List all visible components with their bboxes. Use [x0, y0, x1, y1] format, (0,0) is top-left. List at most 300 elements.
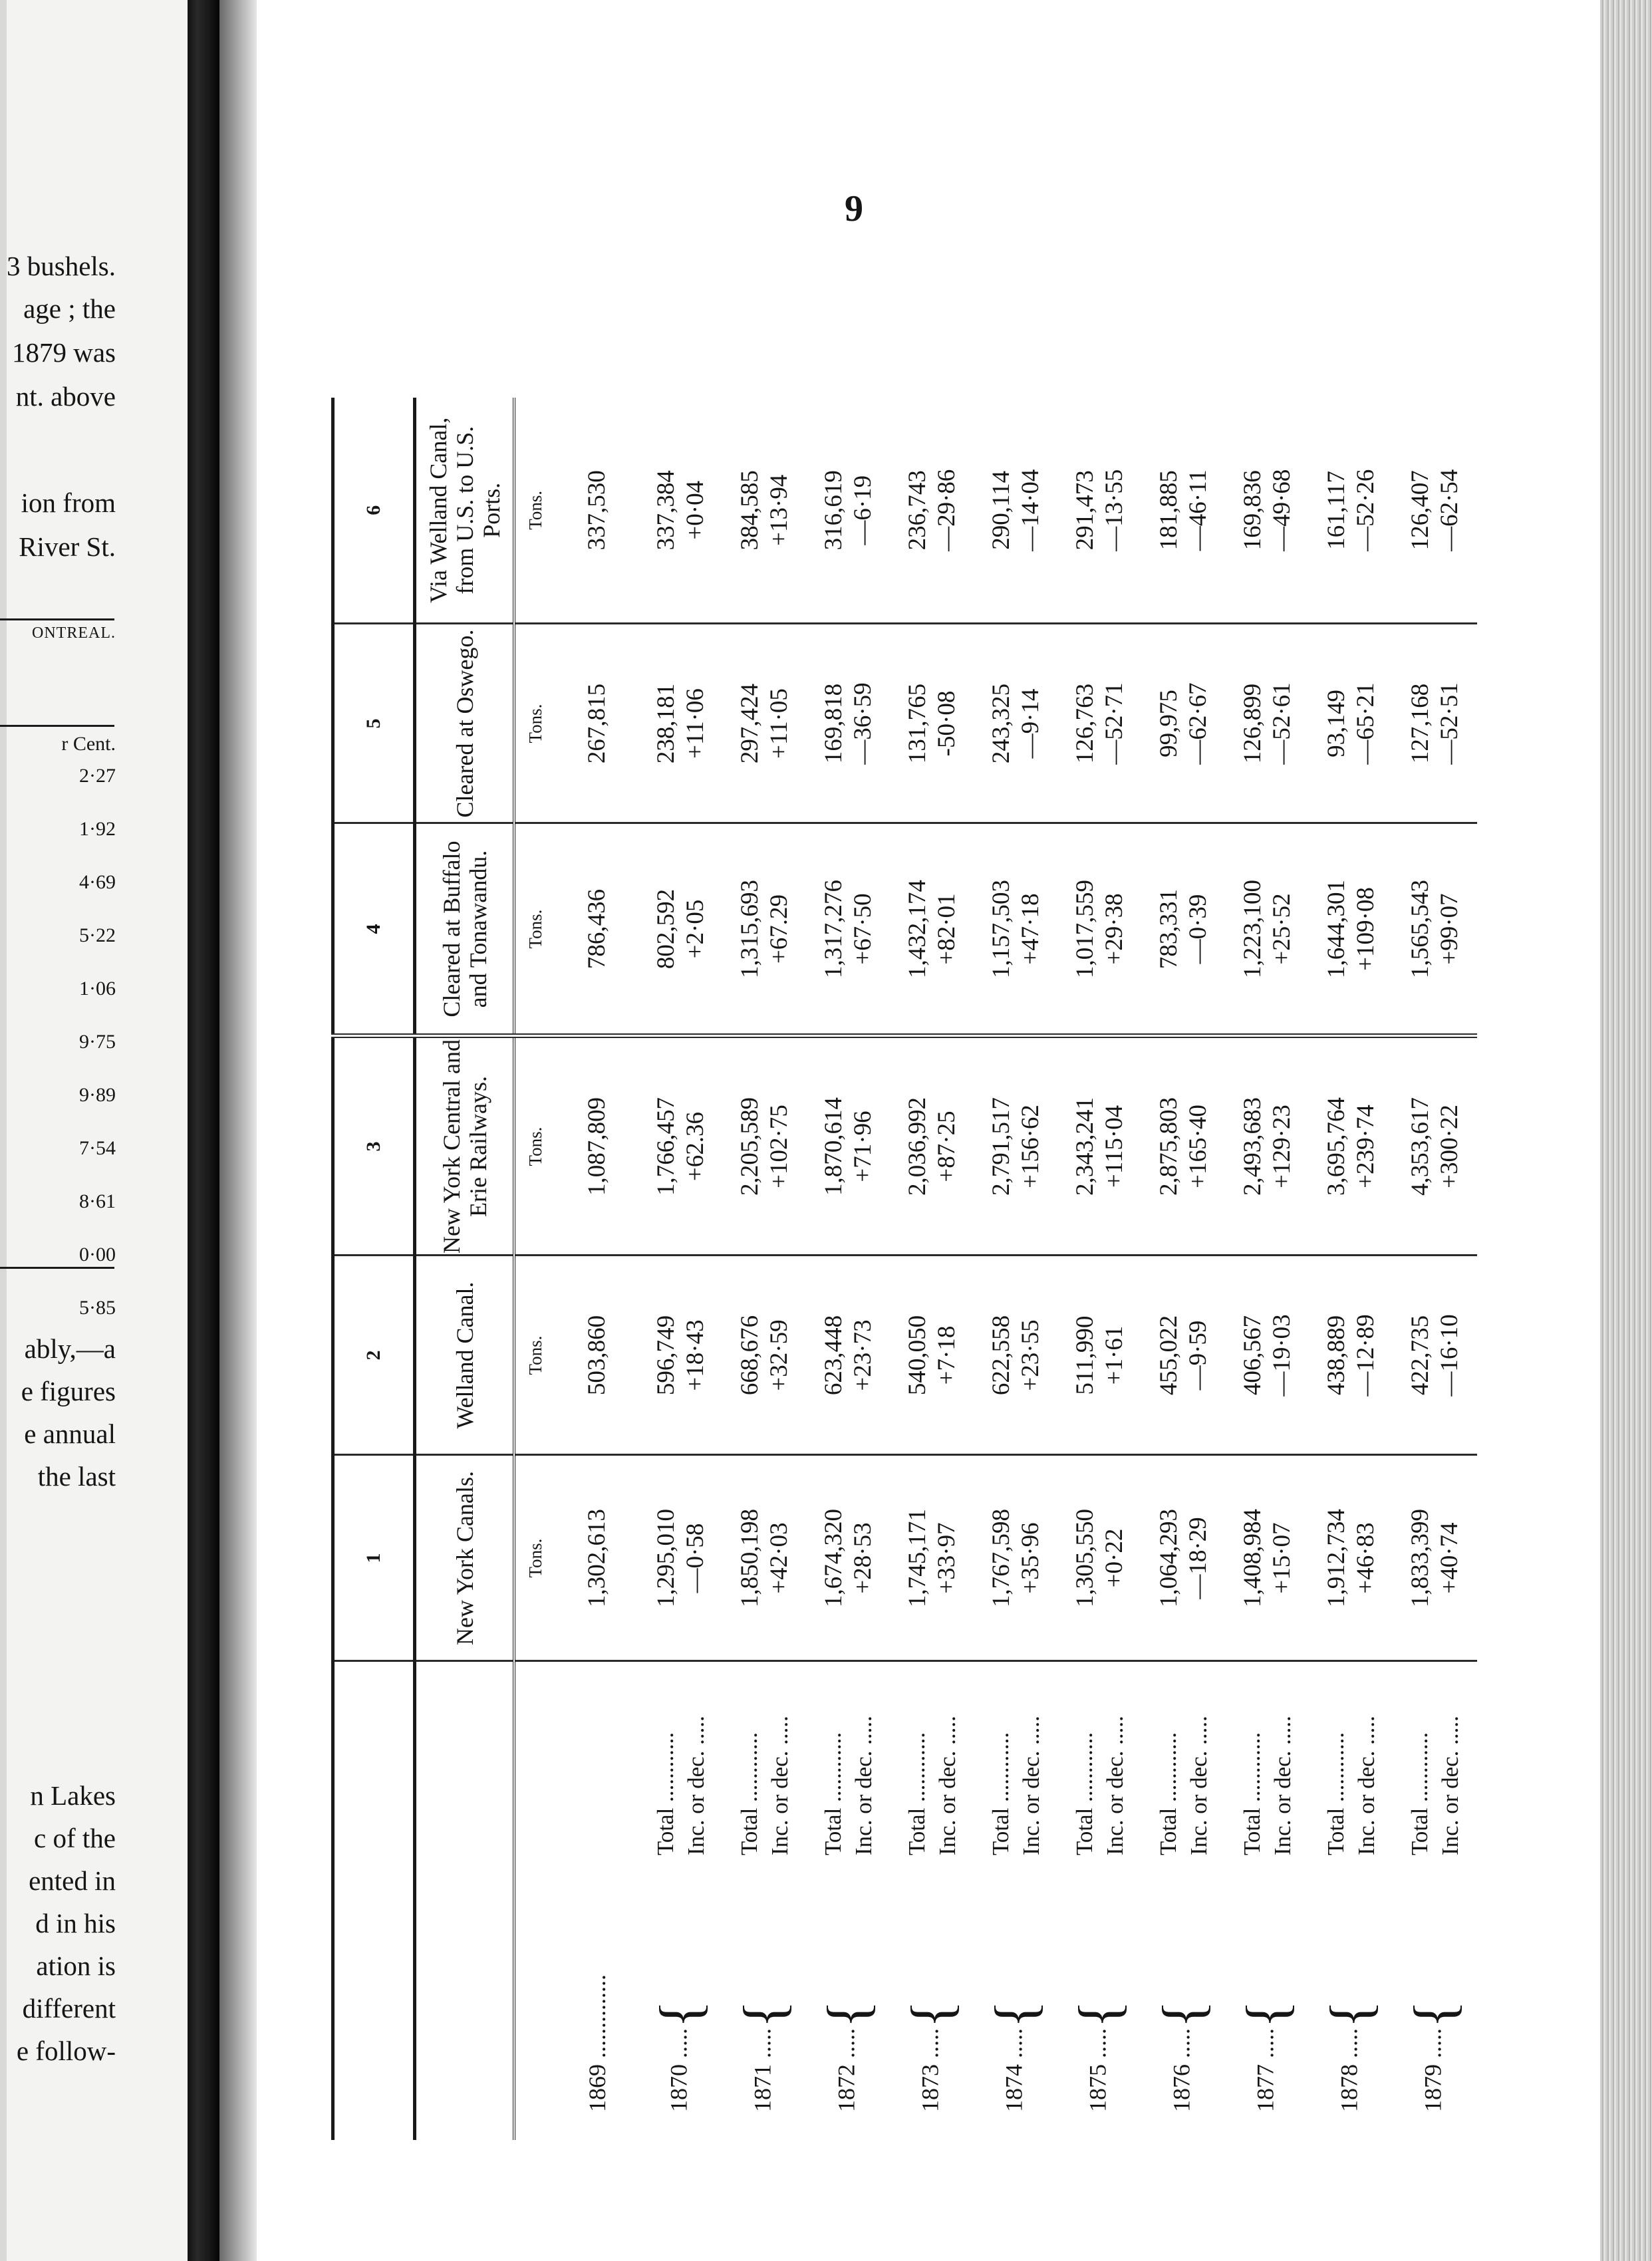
table-row: [974, 398, 1058, 2140]
change-value: +165·40: [1184, 1105, 1212, 1188]
brace-glyph: {: [1319, 2000, 1383, 2028]
value-cell: [1058, 1455, 1142, 1661]
total-label: Total: [988, 1807, 1014, 1855]
change-value: —52·61: [1268, 682, 1296, 765]
total-value: 169,818: [820, 683, 847, 764]
change-value: —6·19: [849, 475, 877, 545]
value-cell: [723, 624, 807, 823]
value-cell: [639, 1036, 723, 1256]
brace-glyph: {: [900, 2000, 964, 2028]
total-value: 236,743: [904, 470, 931, 551]
value-cell: [723, 1036, 807, 1256]
previous-page-edge: [0, 0, 7, 2261]
year-cell: 1877 .....{: [1235, 2000, 1300, 2112]
units-label: Tons.: [514, 1256, 555, 1455]
value-cell: [1309, 1036, 1393, 1256]
value-cell: 267,815: [555, 624, 639, 823]
previous-page-line: ion from: [21, 487, 116, 518]
change-value: —19·03: [1268, 1314, 1296, 1396]
total-value: 126,899: [1239, 683, 1266, 764]
value-cell: [723, 1256, 807, 1455]
value-cell: [639, 1455, 723, 1661]
total-value: 422,735: [1407, 1315, 1434, 1396]
total-value: 99,975: [1155, 690, 1182, 757]
change-value: +47·18: [1017, 893, 1044, 965]
change-value: —52·71: [1101, 682, 1128, 765]
previous-page-line: the last: [37, 1461, 116, 1492]
inc-dec-label: Inc. or dec.: [1018, 1750, 1044, 1855]
total-value: 406,567: [1239, 1315, 1266, 1396]
total-value: 384,585: [736, 470, 763, 551]
column-header: Cleared at Buffalo and Tonawandu.: [415, 823, 515, 1036]
previous-page-line: e annual: [24, 1418, 116, 1449]
row-label-cell: Total ............ Inc. or dec. .....: [1071, 1716, 1128, 1855]
change-value: —18·29: [1184, 1517, 1212, 1599]
column-header: New York Canals.: [415, 1455, 515, 1661]
table-row: [1226, 398, 1309, 2140]
previous-page-line: ented in: [29, 1865, 116, 1896]
total-value: 131,765: [904, 683, 931, 764]
value-cell: [1142, 1455, 1226, 1661]
change-value: —13·55: [1101, 469, 1128, 551]
value-cell: [1309, 398, 1393, 624]
column-number: 5: [333, 624, 415, 823]
previous-page-rule: [0, 618, 114, 620]
total-value: 1,912,734: [1323, 1509, 1350, 1607]
row-label-cell: Total ............ Inc. or dec. .....: [988, 1716, 1044, 1855]
value-cell: [807, 398, 891, 624]
previous-page-line: River St.: [19, 531, 116, 562]
year-cell: 1878 .....{: [1319, 2000, 1383, 2112]
change-value: +32·59: [765, 1319, 793, 1391]
previous-page-line: age ; the: [23, 293, 116, 324]
total-value: 297,424: [736, 683, 763, 764]
change-value: +15·07: [1268, 1522, 1296, 1594]
inc-dec-label: Inc. or dec.: [683, 1750, 709, 1855]
total-label: Total: [652, 1807, 678, 1855]
change-value: +62.36: [682, 1111, 709, 1182]
value-cell: [891, 624, 974, 823]
book-spine: [188, 0, 219, 2261]
page-gutter-shadow: [219, 0, 257, 2261]
units-label: Tons.: [514, 398, 555, 624]
total-value: 1,850,198: [736, 1509, 763, 1607]
previous-page-line: ably,—a: [24, 1333, 116, 1364]
brace-glyph: {: [984, 2000, 1048, 2028]
total-value: 126,407: [1407, 470, 1434, 551]
brace-glyph: {: [1067, 2000, 1132, 2028]
brace-glyph: {: [1151, 2000, 1216, 2028]
change-value: —62·67: [1184, 682, 1212, 765]
total-label: Total: [1323, 1807, 1349, 1855]
year-label: 1873: [916, 2064, 944, 2112]
change-value: +23·73: [849, 1319, 877, 1391]
value-cell: [1226, 823, 1309, 1036]
change-value: +156·62: [1017, 1105, 1044, 1188]
total-label: Total: [1071, 1807, 1097, 1855]
change-value: +2·05: [682, 899, 709, 959]
previous-page-rule: [0, 725, 114, 727]
change-value: +35·96: [1017, 1522, 1044, 1594]
change-value: +40·74: [1436, 1522, 1463, 1594]
total-value: 511,990: [1071, 1315, 1099, 1395]
column-header: Cleared at Oswego.: [415, 624, 515, 823]
total-label: Total: [1407, 1807, 1433, 1855]
units-label: Tons.: [514, 1455, 555, 1661]
year-cell: 1879 .....{: [1403, 2000, 1467, 2112]
value-cell: [807, 1455, 891, 1661]
value-cell: [1058, 1036, 1142, 1256]
year-cell: 1874 .....{: [984, 2000, 1048, 2112]
year-label: 1878: [1335, 2064, 1363, 2112]
value-cell: [1393, 823, 1477, 1036]
inc-dec-label: Inc. or dec.: [851, 1750, 877, 1855]
value-cell: [974, 624, 1058, 823]
change-value: +11·05: [765, 688, 793, 759]
change-value: +115·04: [1101, 1105, 1128, 1188]
change-value: +11·06: [682, 688, 709, 759]
value-cell: [1142, 823, 1226, 1036]
year-cell: 1870 .....{: [648, 2000, 713, 2112]
change-value: +33·97: [933, 1522, 960, 1594]
table-row: [1309, 398, 1393, 2140]
previous-page-line: 1879 was: [11, 337, 116, 368]
total-value: 290,114: [988, 470, 1015, 550]
total-value: 1,157,503: [988, 880, 1015, 978]
column-header: Welland Canal.: [415, 1256, 515, 1455]
total-label: Total: [736, 1807, 762, 1855]
year-label: 1874: [1000, 2064, 1028, 2112]
total-label: Total: [1155, 1807, 1181, 1855]
total-value: 126,763: [1071, 683, 1099, 764]
value-cell: [807, 1036, 891, 1256]
total-value: 1,315,693: [736, 880, 763, 978]
value-cell: [1393, 1455, 1477, 1661]
previous-page-line: 5·22: [79, 924, 116, 946]
year-label: 1870: [665, 2064, 692, 2112]
row-label-cell: Total ............ Inc. or dec. .....: [820, 1716, 877, 1855]
previous-page-line: 8·61: [79, 1190, 116, 1212]
total-value: 2,493,683: [1239, 1097, 1266, 1196]
change-value: +129·23: [1268, 1105, 1296, 1188]
total-value: 1,223,100: [1239, 880, 1266, 978]
previous-page-line: 1·06: [79, 978, 116, 999]
change-value: —65·21: [1352, 682, 1379, 765]
value-cell: [1226, 1455, 1309, 1661]
value-cell: [974, 823, 1058, 1036]
value-cell: [1393, 624, 1477, 823]
total-value: 1,644,301: [1323, 880, 1350, 978]
inc-dec-label: Inc. or dec.: [1353, 1750, 1379, 1855]
value-cell: [1142, 1036, 1226, 1256]
total-value: 1,565,543: [1407, 880, 1434, 978]
value-cell: [891, 1256, 974, 1455]
previous-page-line: 3 bushels.: [7, 251, 116, 281]
value-cell: [891, 398, 974, 624]
total-value: 2,036,992: [904, 1097, 931, 1196]
row-label-cell: Total ............ Inc. or dec. .....: [652, 1716, 709, 1855]
change-value: +0·22: [1101, 1528, 1128, 1588]
inc-dec-label: Inc. or dec.: [767, 1750, 793, 1855]
year-label: 1875: [1084, 2064, 1111, 2112]
value-cell: [1309, 823, 1393, 1036]
previous-page-line: nt. above: [15, 381, 116, 412]
value-cell: [723, 823, 807, 1036]
change-value: +99·07: [1436, 893, 1463, 965]
table-row: [1393, 398, 1477, 2140]
value-cell: [1058, 624, 1142, 823]
inc-dec-label: Inc. or dec.: [1270, 1750, 1296, 1855]
value-cell: [1226, 624, 1309, 823]
value-cell: [891, 1455, 974, 1661]
year-cell: 1875 .....{: [1067, 2000, 1132, 2112]
table-row: [1058, 398, 1142, 2140]
year-label: 1869: [584, 2064, 611, 2112]
column-number: 4: [333, 823, 415, 1036]
column-number: 6: [333, 398, 415, 624]
previous-page-line: 2·27: [79, 765, 116, 787]
change-value: -50·08: [933, 690, 960, 757]
value-cell: [1142, 398, 1226, 624]
change-value: —49·68: [1268, 469, 1296, 551]
value-cell: [891, 823, 974, 1036]
inc-dec-label: Inc. or dec.: [1186, 1750, 1212, 1855]
value-cell: [723, 1455, 807, 1661]
change-value: +18·43: [682, 1319, 709, 1391]
change-value: +0·04: [682, 480, 709, 540]
total-value: 2,875,803: [1155, 1097, 1182, 1196]
change-value: —0·39: [1184, 894, 1212, 964]
change-value: +71·96: [849, 1111, 877, 1182]
total-value: 127,168: [1407, 683, 1434, 764]
change-value: —62·54: [1436, 469, 1463, 551]
row-label-cell: Total ............ Inc. or dec. .....: [1155, 1716, 1212, 1855]
change-value: —52·26: [1352, 469, 1379, 551]
change-value: +1·61: [1101, 1325, 1128, 1385]
total-value: 169,836: [1239, 470, 1266, 551]
column-number-row: [333, 398, 415, 2140]
year-cell: 1872 .....{: [816, 2000, 881, 2112]
change-value: —0·58: [682, 1523, 709, 1593]
column-header-row: [415, 398, 515, 2140]
change-value: +7·18: [933, 1325, 960, 1385]
total-value: 1,745,171: [904, 1509, 931, 1607]
brace-glyph: {: [648, 2000, 713, 2028]
year-cell: 1876 .....{: [1151, 2000, 1216, 2112]
traffic-table: [331, 398, 1477, 2140]
change-value: +82·01: [933, 893, 960, 965]
change-value: +23·55: [1017, 1319, 1044, 1391]
total-value: 1,767,598: [988, 1509, 1015, 1607]
value-cell: [807, 1256, 891, 1455]
total-value: 540,050: [904, 1315, 931, 1396]
value-cell: [639, 823, 723, 1036]
value-cell: [1058, 398, 1142, 624]
value-cell: 1,302,613: [555, 1455, 639, 1661]
column-header: New York Central and Erie Railways.: [415, 1036, 515, 1256]
change-value: +239·74: [1352, 1105, 1379, 1188]
previous-page-line: ation is: [36, 1950, 116, 1981]
change-value: +109·08: [1352, 887, 1379, 971]
previous-page-strip: [0, 0, 188, 2261]
total-value: 337,384: [652, 470, 680, 551]
total-value: 1,833,399: [1407, 1509, 1434, 1607]
table-row: [1142, 398, 1226, 2140]
brace-glyph: {: [1403, 2000, 1467, 2028]
previous-page-line: e figures: [21, 1376, 116, 1406]
table-row: [639, 398, 723, 2140]
total-value: 438,889: [1323, 1315, 1350, 1396]
value-cell: 337,530: [555, 398, 639, 624]
total-value: 1,064,293: [1155, 1509, 1182, 1607]
change-value: +300·22: [1436, 1105, 1463, 1188]
year-label: 1876: [1168, 2064, 1195, 2112]
change-value: +46·83: [1352, 1522, 1379, 1594]
change-value: —52·51: [1436, 682, 1463, 765]
total-value: 316,619: [820, 470, 847, 551]
total-value: 623,448: [820, 1315, 847, 1396]
year-label: 1879: [1419, 2064, 1446, 2112]
year-label: 1872: [833, 2064, 860, 2112]
row-label-cell: Total ............ Inc. or dec. .....: [1323, 1716, 1379, 1855]
total-value: 4,353,617: [1407, 1097, 1434, 1196]
total-value: 802,592: [652, 888, 680, 970]
previous-page-rule: [0, 1267, 114, 1269]
value-cell: [974, 1036, 1058, 1256]
value-cell: 1,087,809: [555, 1036, 639, 1256]
change-value: —9·59: [1184, 1320, 1212, 1391]
total-value: 1,408,984: [1239, 1509, 1266, 1607]
units-label: Tons.: [514, 624, 555, 823]
total-value: 93,149: [1323, 690, 1350, 757]
brace-glyph: {: [816, 2000, 881, 2028]
brace-glyph: {: [1235, 2000, 1300, 2028]
previous-page-line: 7·54: [79, 1137, 116, 1159]
value-cell: [1058, 823, 1142, 1036]
units-label: Tons.: [514, 1036, 555, 1256]
value-cell: [1226, 398, 1309, 624]
value-cell: 786,436: [555, 823, 639, 1036]
units-row: [514, 398, 555, 2140]
page-number: 9: [845, 188, 863, 229]
change-value: +67·50: [849, 893, 877, 965]
total-value: 3,695,764: [1323, 1097, 1350, 1196]
total-value: 238,181: [652, 683, 680, 764]
table-row: [807, 398, 891, 2140]
value-cell: [1226, 1256, 1309, 1455]
change-value: +87·25: [933, 1111, 960, 1182]
previous-page-line: 9·75: [79, 1031, 116, 1053]
total-value: 1,432,174: [904, 880, 931, 978]
change-value: —16·10: [1436, 1314, 1463, 1396]
value-cell: [1393, 1256, 1477, 1455]
total-value: 291,473: [1071, 470, 1099, 551]
table-body: [514, 398, 1477, 2140]
row-label-cell: Total ............ Inc. or dec. .....: [904, 1716, 960, 1855]
row-label-cell: Total ............ Inc. or dec. .....: [1407, 1716, 1463, 1855]
previous-page-line: 5·85: [79, 1297, 116, 1319]
units-label: Tons.: [514, 823, 555, 1036]
value-cell: [1142, 624, 1226, 823]
year-cell: 1869 ..............: [584, 1974, 611, 2112]
column-number: 1: [333, 1455, 415, 1661]
value-cell: [639, 624, 723, 823]
inc-dec-label: Inc. or dec.: [1437, 1750, 1463, 1855]
previous-page-line: 0·00: [79, 1244, 116, 1265]
total-label: Total: [904, 1807, 930, 1855]
previous-page-line: ONTREAL.: [32, 624, 116, 642]
row-label-cell: Total ............ Inc. or dec. .....: [1239, 1716, 1296, 1855]
total-value: 668,676: [736, 1315, 763, 1396]
total-value: 455,022: [1155, 1315, 1182, 1396]
previous-page-line: d in his: [35, 1908, 116, 1938]
value-cell: [723, 398, 807, 624]
total-value: 243,325: [988, 683, 1015, 764]
previous-page-line: different: [22, 1993, 116, 2024]
change-value: —9·14: [1017, 688, 1044, 759]
value-cell: [807, 624, 891, 823]
table-row: [723, 398, 807, 2140]
total-label: Total: [820, 1807, 846, 1855]
total-value: 161,117: [1323, 470, 1350, 550]
change-value: +29·38: [1101, 893, 1128, 965]
total-value: 2,205,589: [736, 1097, 763, 1196]
total-value: 181,885: [1155, 470, 1182, 551]
change-value: +13·94: [765, 474, 793, 546]
total-value: 1,017,559: [1071, 880, 1099, 978]
column-number: 3: [333, 1036, 415, 1256]
rotated-statistics-table: [331, 398, 1467, 2140]
year-label: 1871: [749, 2064, 776, 2112]
total-value: 1,317,276: [820, 880, 847, 978]
inc-dec-label: Inc. or dec.: [934, 1750, 960, 1855]
total-value: 622,558: [988, 1315, 1015, 1396]
previous-page-line: 4·69: [79, 871, 116, 893]
previous-page-line: 9·89: [79, 1084, 116, 1106]
change-value: —29·86: [933, 469, 960, 551]
value-cell: [1393, 398, 1477, 624]
previous-page-line: e follow-: [16, 2036, 116, 2066]
total-value: 2,791,517: [988, 1097, 1015, 1196]
change-value: —36·59: [849, 682, 877, 765]
previous-page-line: n Lakes: [30, 1780, 116, 1811]
value-cell: [974, 398, 1058, 624]
value-cell: [1142, 1256, 1226, 1455]
total-label: Total: [1239, 1807, 1265, 1855]
total-value: 783,331: [1155, 888, 1182, 970]
total-value: 1,295,010: [652, 1509, 680, 1607]
change-value: —14·04: [1017, 469, 1044, 551]
previous-page-line: 1·92: [79, 818, 116, 840]
total-value: 1,305,550: [1071, 1509, 1099, 1607]
change-value: +25·52: [1268, 893, 1296, 965]
change-value: —12·89: [1352, 1314, 1379, 1396]
value-cell: [1393, 1036, 1477, 1256]
value-cell: [639, 1256, 723, 1455]
previous-page-line: c of the: [34, 1823, 116, 1853]
page-stack-edge: [1600, 0, 1652, 2261]
value-cell: [1309, 1455, 1393, 1661]
change-value: +28·53: [849, 1522, 877, 1594]
value-cell: [807, 823, 891, 1036]
total-value: 1,674,320: [820, 1509, 847, 1607]
brace-glyph: {: [732, 2000, 797, 2028]
year-cell: 1871 .....{: [732, 2000, 797, 2112]
value-cell: [974, 1256, 1058, 1455]
total-value: 1,870,614: [820, 1097, 847, 1196]
value-cell: [1309, 624, 1393, 823]
value-cell: [1226, 1036, 1309, 1256]
